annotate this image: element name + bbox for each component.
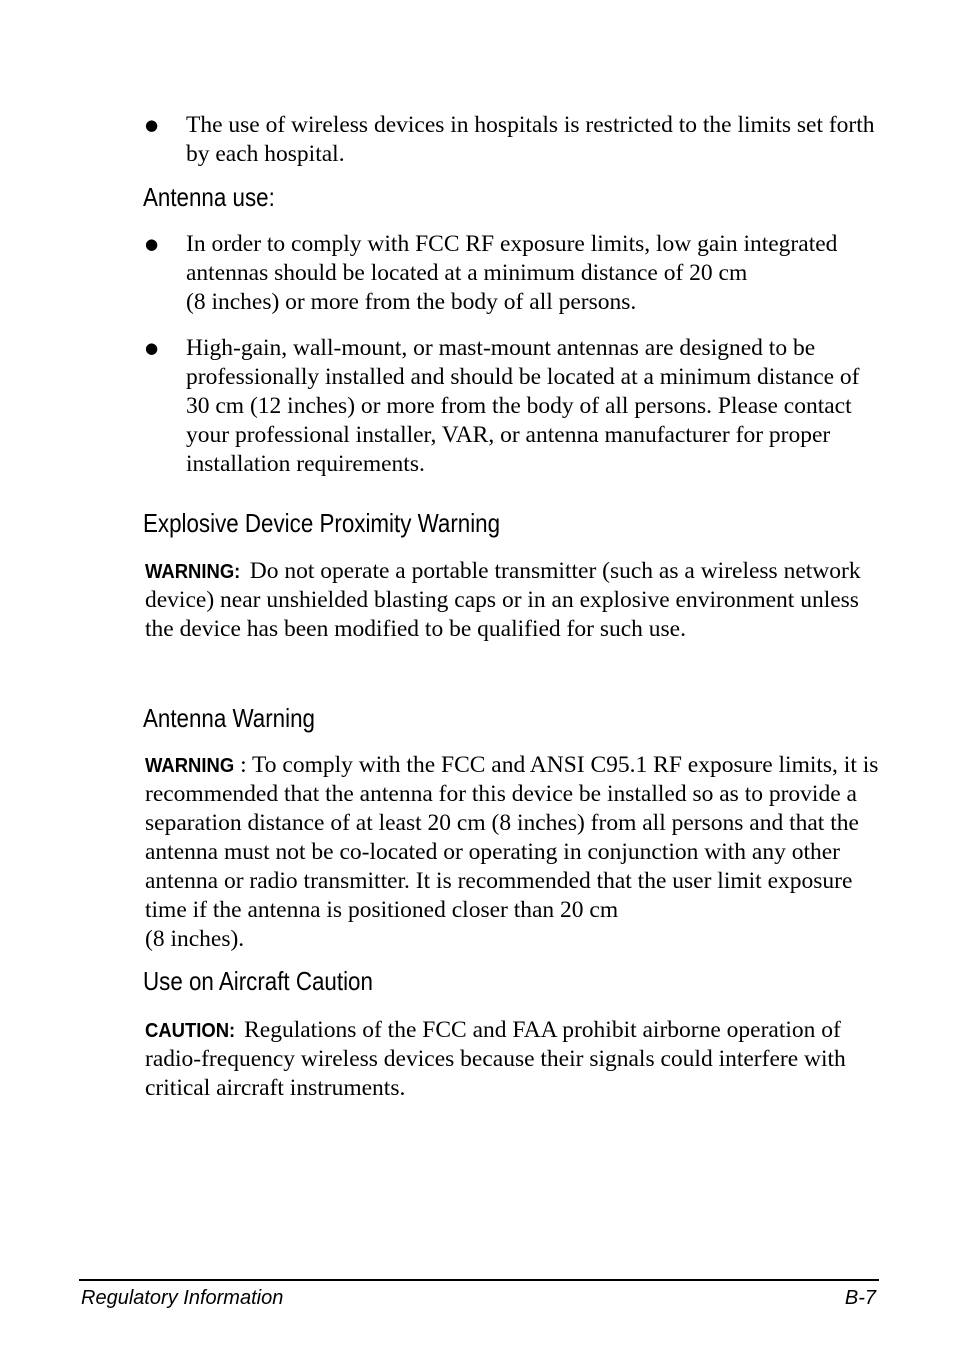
bullet-icon: ● xyxy=(145,235,159,253)
bullet-item-high-gain xyxy=(145,334,880,479)
antenna-warning-paragraph xyxy=(145,751,880,954)
section-heading-explosive: Explosive Device Proximity Warning xyxy=(143,508,501,538)
warning-text: : To comply with the FCC and ANSI C95.1 RF exposure limits, it is recommended that the antenna for this device be installed so as to provide a separation distance of at least 20 cm (8 inches) from all persons and that the antenna must not be co-located or operating in conjunction with any other antenna or radio transmitter. It is recommended that the user limit exposure time if the antenna is positioned closer than 20 cm xyxy=(145,752,879,923)
bullet-text-line: (8 inches) or more from the body of all persons. xyxy=(186,289,637,315)
warning-label: WARNING xyxy=(145,754,235,777)
section-heading-aircraft: Use on Aircraft Caution xyxy=(143,966,373,996)
bullet-text: The use of wireless devices in hospitals is restricted to the limits set forth by each hospital. xyxy=(186,112,875,167)
footer-rule xyxy=(79,1279,879,1281)
bullet-icon: ● xyxy=(145,116,159,134)
caution-text: Regulations of the FCC and FAA prohibit airborne operation of radio-frequency wireless devices because their signals could interfere with critical aircraft instruments. xyxy=(145,1017,846,1101)
caution-label: CAUTION: xyxy=(145,1019,236,1042)
warning-text-tail: (8 inches). xyxy=(145,926,245,952)
section-heading-antenna-warning: Antenna Warning xyxy=(143,703,315,733)
bullet-text xyxy=(186,230,880,317)
warning-label: WARNING: xyxy=(145,560,241,583)
bullet-text: High-gain, wall-mount, or mast-mount antennas are designed to be professionally installed and should be located at a minimum distance of 30 cm (12 inches) or more from the body of all persons. Please contact your professional installer, VAR, or antenna manufacturer for proper installation requirements. xyxy=(186,335,860,477)
page-number: B-7 xyxy=(844,1287,876,1309)
warning-text: Do not operate a portable transmitter (such as a wireless network device) near unshielded blasting caps or in an explosive environment unless the device has been modified to be qualified for such use. xyxy=(145,558,861,642)
section-heading-antenna-use: Antenna use: xyxy=(143,182,275,212)
aircraft-caution-paragraph xyxy=(145,1016,880,1103)
bullet-icon: ● xyxy=(145,339,159,357)
explosive-warning-paragraph xyxy=(145,557,880,644)
footer-section-title: Regulatory Information xyxy=(81,1287,284,1309)
bullet-item-hospitals xyxy=(145,111,880,169)
bullet-item-low-gain xyxy=(145,230,880,317)
bullet-text-line: In order to comply with FCC RF exposure limits, low gain integrated antennas should be located at a minimum distance of 20 cm xyxy=(186,231,838,286)
